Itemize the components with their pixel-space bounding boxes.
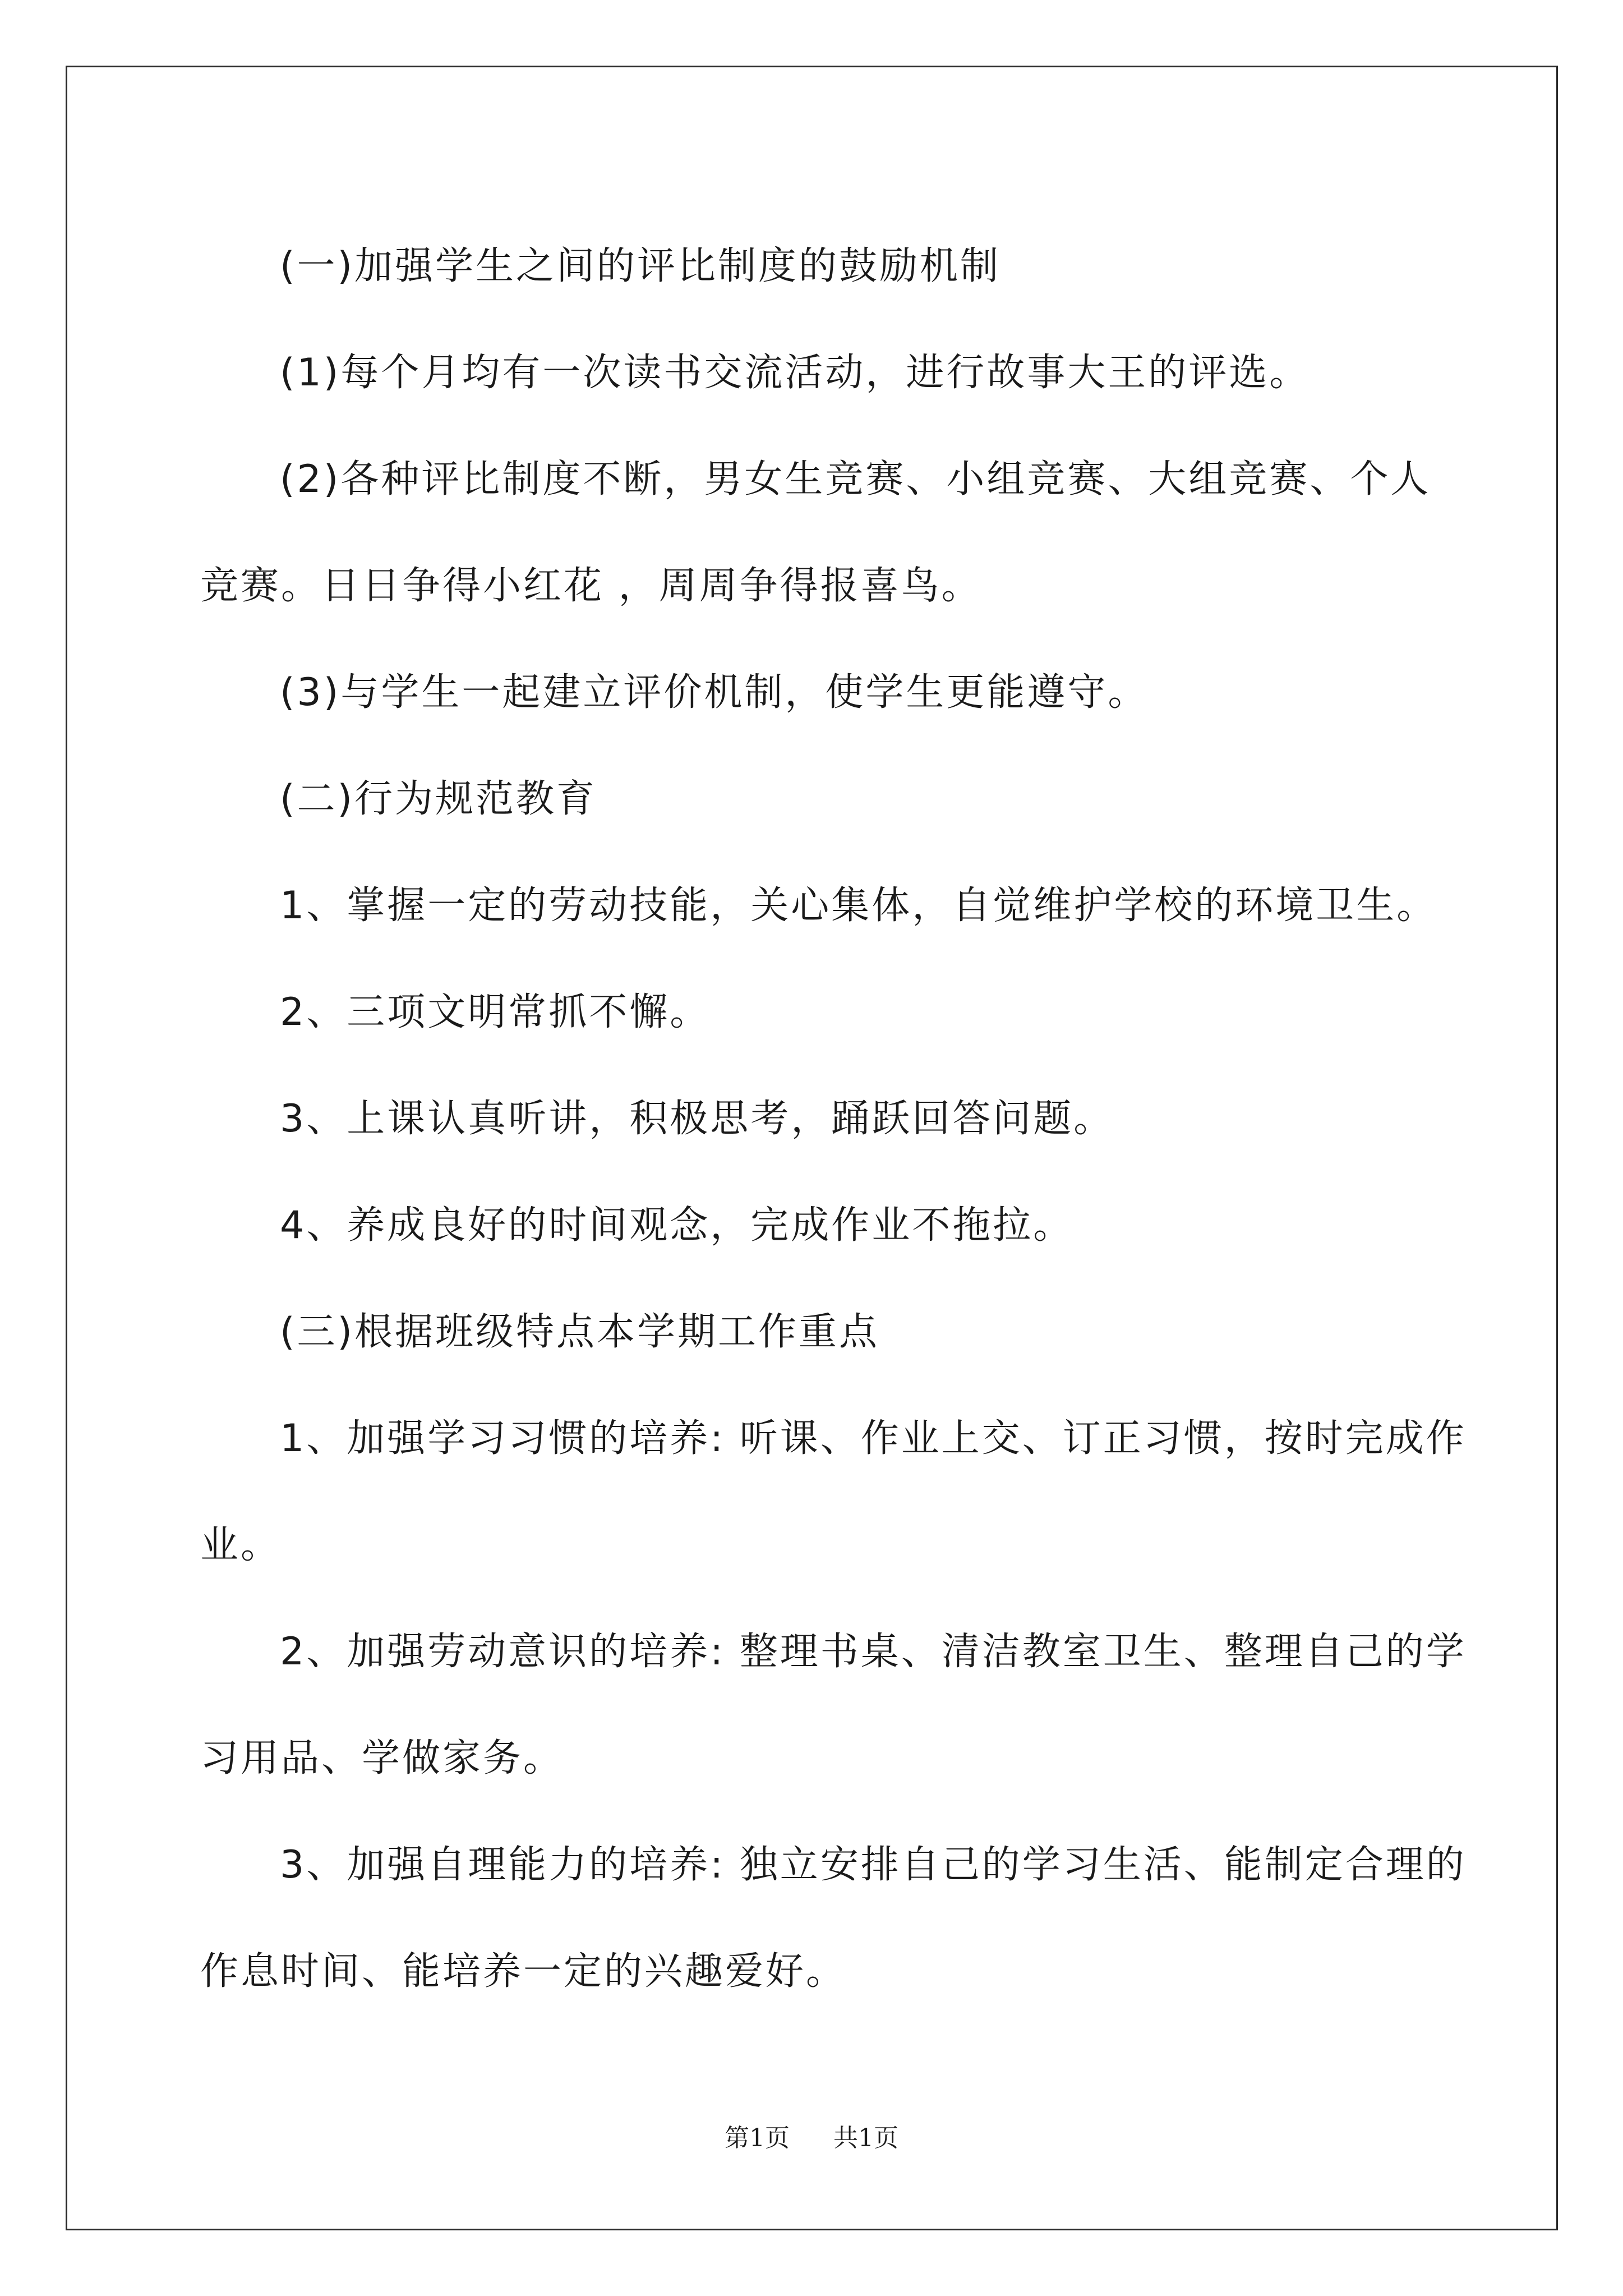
page-number: 第1页 <box>725 2124 790 2152</box>
paragraph: 2、三项文明常抓不懈。 <box>280 990 711 1034</box>
paragraph: 1、掌握一定的劳动技能，关心集体，自觉维护学校的环境卫生。 <box>280 884 1437 928</box>
paragraph: (一)加强学生之间的评比制度的鼓励机制 <box>280 244 1001 288</box>
paragraph: (2)各种评比制度不断，男女生竞赛、小组竞赛、大组竞赛、个人竞赛。日日争得小红花 ，周周争得报喜鸟。 <box>200 457 1431 608</box>
paragraph: 2、加强劳动意识的培养: 整理书桌、清洁教室卫生、整理自己的学习用品、学做家务。 <box>200 1630 1467 1780</box>
paragraph: (三)根据班级特点本学期工作重点 <box>280 1310 880 1354</box>
paragraph: (二)行为规范教育 <box>280 777 597 821</box>
document-body <box>200 213 1468 2025</box>
paragraph: (3)与学生一起建立评价机制，使学生更能遵守。 <box>280 670 1149 715</box>
page-total: 共1页 <box>833 2124 898 2152</box>
paragraph: 1、加强学习习惯的培养: 听课、作业上交、订正习惯，按时完成作业。 <box>200 1416 1467 1567</box>
paragraph: 3、加强自理能力的培养: 独立安排自己的学习生活、能制定合理的作息时间、能培养一定的兴趣爱好。 <box>200 1843 1467 1994</box>
paragraph: 4、养成良好的时间观念，完成作业不拖拉。 <box>280 1203 1074 1248</box>
page-footer <box>0 2118 1623 2154</box>
paragraph: (1)每个月均有一次读书交流活动，进行故事大王的评选。 <box>280 351 1310 395</box>
paragraph: 3、上课认真听讲，积极思考，踊跃回答问题。 <box>280 1097 1114 1141</box>
